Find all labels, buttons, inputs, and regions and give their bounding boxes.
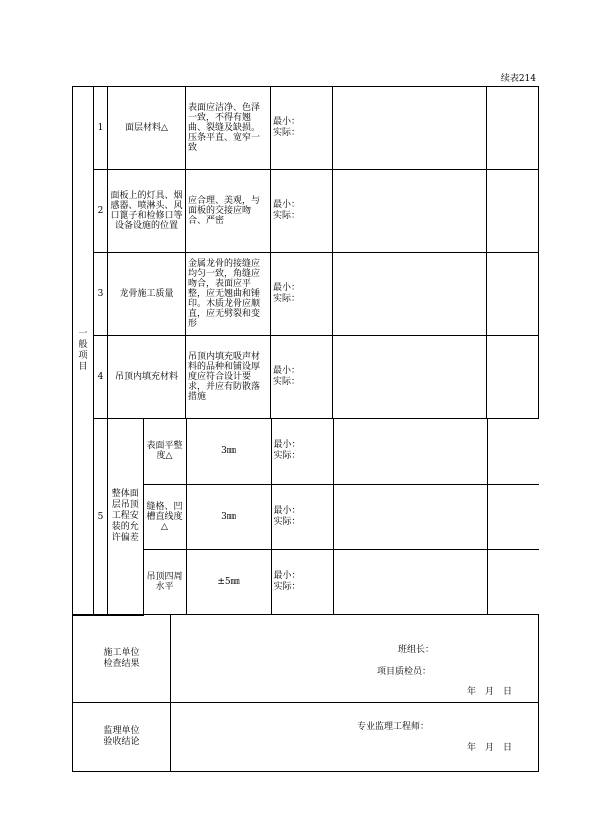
remark-cell[interactable] [487,419,539,484]
actual-label: 实际： [273,582,301,593]
measure-cell [271,253,333,336]
remark-cell[interactable] [487,253,539,336]
actual-label: 实际： [273,377,301,387]
min-label: 最小： [273,505,301,516]
requirement-text: 金属龙骨的接缝应均匀一致，角缝应吻合，表面应平整，应无翘曲和锤印。木质龙骨应顺直，应无劈裂和变形 [186,253,271,336]
sub-item-name: 缝格、凹槽直线度△ [143,484,186,549]
sub-item-name: 表面平整度△ [143,419,186,484]
tolerance-value: 3㎜ [186,419,271,484]
row-number: 1 [94,87,108,170]
requirement-text: 表面应洁净、色泽一致，不得有翘曲、裂缝及缺损。压条平直、宽窄一致 [186,87,271,170]
deviation-block [108,419,539,616]
min-label: 最小： [273,571,301,582]
requirement-text: 应合理、美观，与面板的交接应吻合、严密 [186,170,271,253]
deviation-table [108,419,539,616]
item-name: 吊顶内填充材料 [108,336,186,419]
sub-item-name: 吊顶四周水平 [143,549,186,615]
item-name: 龙骨施工质量 [108,253,186,336]
table-row [73,170,539,253]
date-label: 年 月 日 [467,743,513,753]
result-cell[interactable] [333,170,487,253]
measure-cell [271,549,333,615]
table-row [108,549,539,615]
remark-cell[interactable] [487,170,539,253]
remark-cell[interactable] [487,484,539,549]
tolerance-value: 3㎜ [186,484,271,549]
construction-label-text: 施工单位检查结果 [103,647,140,669]
row-number: 2 [94,170,108,253]
table-row [73,253,539,336]
group-label: 整体面层吊顶工程安装的允许偏差 [108,419,143,615]
table-row [73,87,539,170]
item-name: 面板上的灯具、烟感器、喷淋头、风口篦子和检修口等设备设施的位置 [108,170,186,253]
inspection-table [72,86,539,616]
requirement-text: 吊顶内填充吸声材料的品种和铺设厚度应符合设计要求，并应有防散落措施 [186,336,271,419]
category-label: 一般项目 [78,329,88,372]
min-label: 最小： [273,117,301,127]
supervision-label-text: 监理单位验收结论 [103,726,140,747]
row-number: 3 [94,253,108,336]
actual-label: 实际： [273,211,301,221]
item-name: 面层材料△ [108,87,186,170]
measure-cell [271,419,333,484]
remark-cell[interactable] [487,549,539,615]
table-row [73,615,539,703]
row-number: 4 [94,336,108,419]
team-leader-label: 班组长： [398,645,435,655]
result-cell[interactable] [333,336,487,419]
table-row [73,419,539,616]
sheet-number: 续表214 [500,74,536,84]
measure-cell [271,170,333,253]
construction-unit-label [73,615,171,703]
supervision-unit-label [73,703,171,772]
date-label: 年 月 日 [467,687,513,697]
table-row [73,336,539,419]
result-cell[interactable] [333,87,487,170]
result-cell[interactable] [333,253,487,336]
result-cell[interactable] [333,549,487,615]
actual-label: 实际： [273,516,301,527]
measure-cell [271,484,333,549]
min-label: 最小： [273,440,301,451]
actual-label: 实际： [273,451,301,462]
min-label: 最小： [273,200,301,210]
table-row [108,419,539,484]
table-row [108,484,539,549]
actual-label: 实际： [273,128,301,138]
measure-cell [271,87,333,170]
signature-table [72,614,539,772]
tolerance-value: ±5㎜ [186,549,271,615]
min-label: 最小： [273,366,301,376]
engineer-label: 专业监理工程师： [357,722,430,732]
supervision-sign-area[interactable] [171,703,539,772]
construction-sign-area[interactable] [171,615,539,703]
table-row [73,703,539,772]
remark-cell[interactable] [487,87,539,170]
result-cell[interactable] [333,484,487,549]
row-number: 5 [94,419,108,616]
min-label: 最小： [273,283,301,293]
result-cell[interactable] [333,419,487,484]
remark-cell[interactable] [487,336,539,419]
actual-label: 实际： [273,294,301,304]
category-cell [73,87,94,616]
measure-cell [271,336,333,419]
inspector-label: 项目质检员： [377,667,432,677]
